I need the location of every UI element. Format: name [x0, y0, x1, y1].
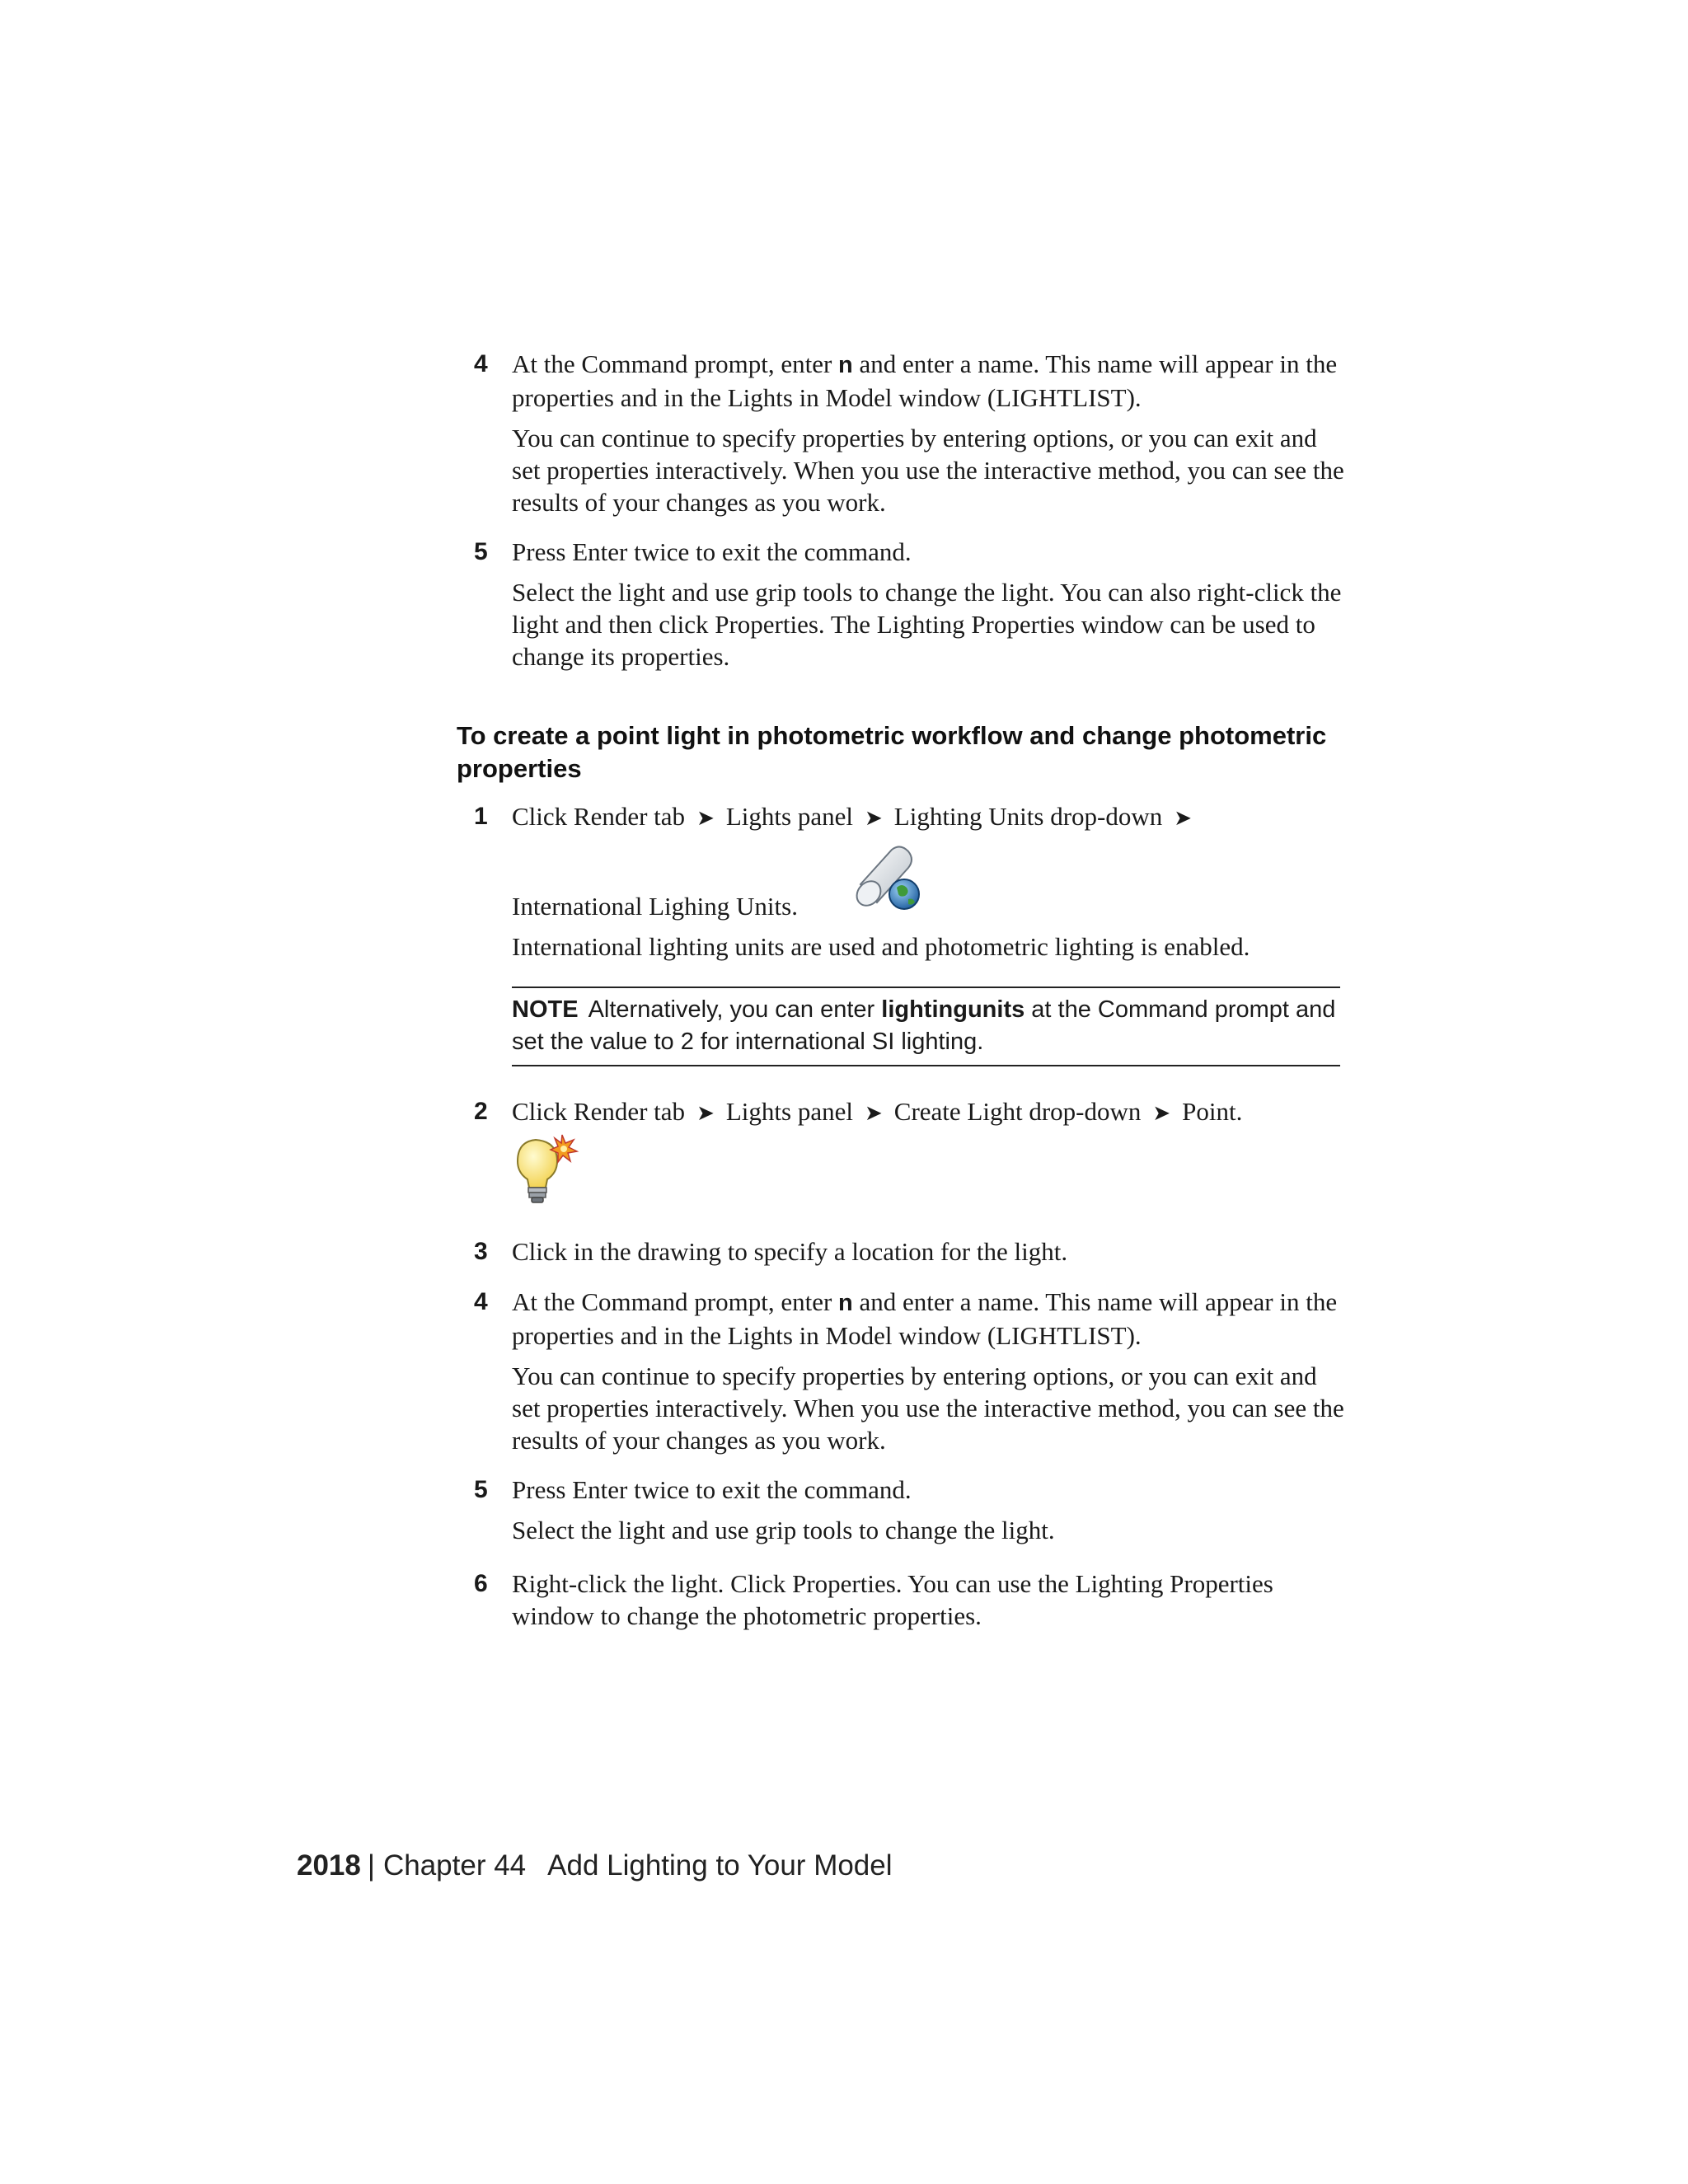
note-box: NOTE Alternatively, you can enter lightingunits at the Command prompt and set the value to 2 for international SI lighting. [512, 987, 1340, 1066]
step-path-end: International Lighing Units. [512, 892, 798, 921]
step-number: 1 [474, 803, 488, 830]
step-number: 2 [474, 1098, 488, 1125]
step-detail: Select the light and use grip tools to change the light. You can also right-click the light and then click Properties. The Lighting Properties window can be used to change its properties. [512, 578, 1342, 671]
chapter-label: Chapter 44 [382, 1849, 527, 1882]
step-number: 4 [474, 350, 488, 377]
step-text: Press Enter twice to exit the command. [512, 1475, 912, 1504]
command-keyword: lightingunits [881, 996, 1025, 1023]
step-number: 6 [474, 1570, 488, 1597]
step-2 [474, 1095, 1348, 1130]
chapter-title: Add Lighting to Your Model [547, 1849, 893, 1882]
step-number: 4 [474, 1288, 488, 1315]
command-input-n: n [838, 352, 853, 378]
step-detail: International lighting units are used and photometric lighting is enabled. [512, 932, 1250, 961]
note-label: NOTE [512, 996, 579, 1023]
step-text: Press Enter twice to exit the command. [512, 537, 912, 566]
step-text: At the Command prompt, enter n and enter a name. This name will appear in the properties and in the Lights in Model window (LIGHTLIST). [512, 349, 1338, 412]
step-number: 3 [474, 1238, 488, 1265]
point-light-bulb-icon [511, 1133, 585, 1207]
step-path: Click Render tab ➤ Lights panel ➤ Create Light drop-down ➤ Point. [512, 1097, 1243, 1126]
arrow-icon: ➤ [696, 1101, 715, 1126]
arrow-icon: ➤ [696, 806, 715, 831]
arrow-icon: ➤ [864, 1101, 883, 1126]
page-footer [297, 1848, 893, 1884]
arrow-icon: ➤ [1174, 806, 1193, 831]
arrow-icon: ➤ [864, 806, 883, 831]
footer-separator: | [367, 1849, 375, 1882]
command-input-n: n [838, 1290, 853, 1316]
step-5 [474, 1474, 1348, 1546]
international-lighting-units-icon [849, 837, 931, 919]
step-detail: Select the light and use grip tools to change the light. [512, 1516, 1055, 1544]
step-4-top [474, 348, 1348, 518]
step-text: Click in the drawing to specify a location for the light. [512, 1237, 1068, 1266]
step-4 [474, 1286, 1348, 1456]
step-text: Right-click the light. Click Properties. You can use the Lighting Properties window to change the photometric properties. [512, 1569, 1273, 1630]
section-heading: To create a point light in photometric workflow and change photometric properties [457, 721, 1327, 783]
step-number: 5 [474, 538, 488, 565]
step-3 [474, 1235, 1348, 1268]
step-detail: You can continue to specify properties by entering options, or you can exit and set properties interactively. When you use the interactive method, you can see the results of your changes as you work. [512, 424, 1344, 517]
step-6 [474, 1568, 1348, 1632]
step-path: Click Render tab ➤ Lights panel ➤ Lighting Units drop-down ➤ [512, 800, 1348, 835]
step-number: 5 [474, 1476, 488, 1503]
step-text: At the Command prompt, enter n and enter a name. This name will appear in the properties and in the Lights in Model window (LIGHTLIST). [512, 1287, 1338, 1350]
page-number: 2018 [297, 1849, 361, 1882]
step-5-top [474, 536, 1348, 673]
arrow-icon: ➤ [1152, 1101, 1171, 1126]
step-detail: You can continue to specify properties by entering options, or you can exit and set properties interactively. When you use the interactive method, you can see the results of your changes as you work. [512, 1361, 1344, 1455]
